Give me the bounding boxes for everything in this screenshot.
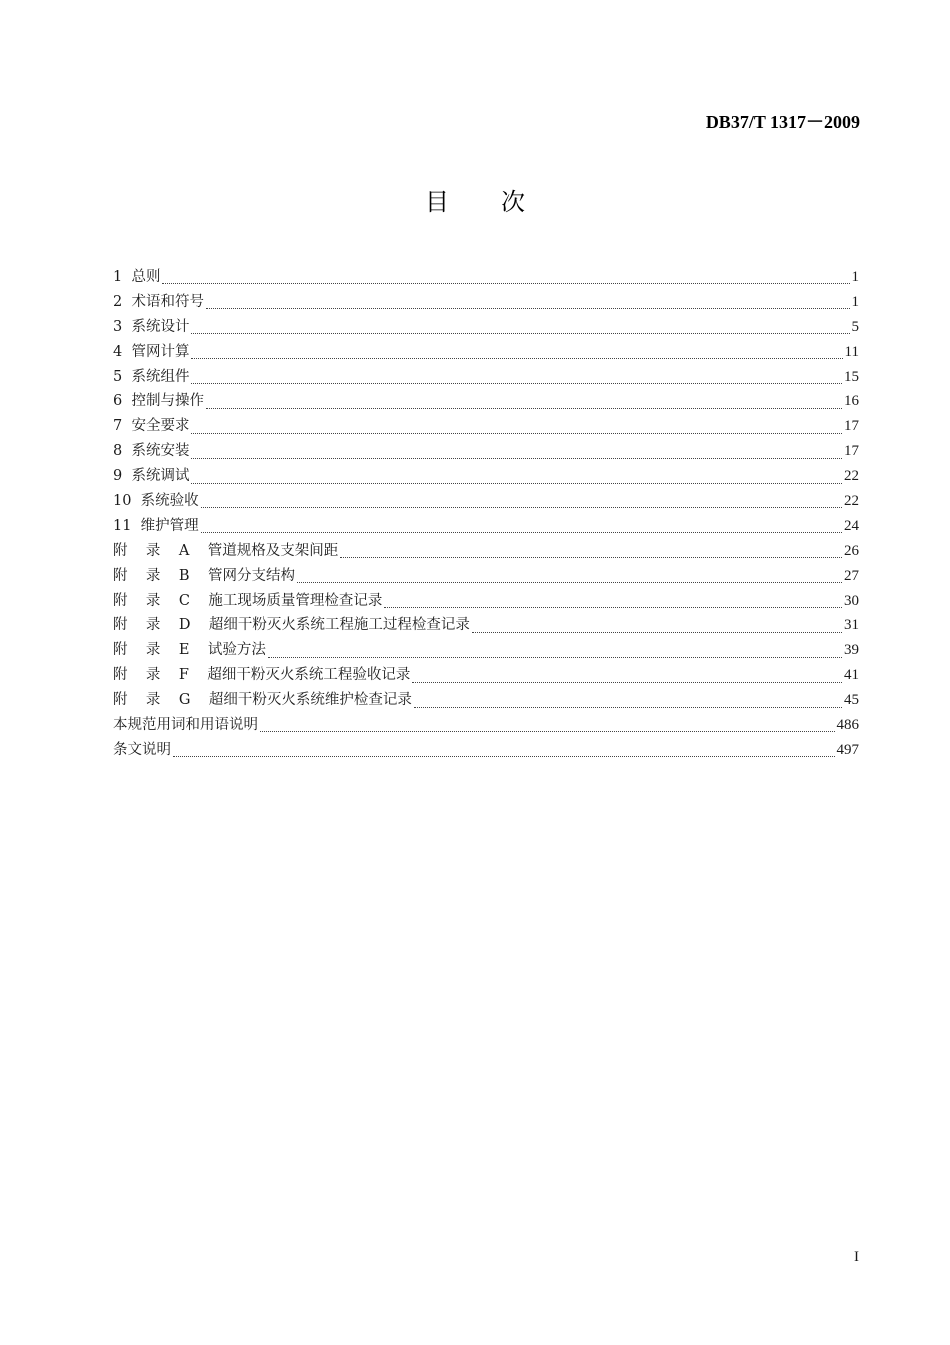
toc-entry[interactable] [113,414,859,439]
toc-entry[interactable] [113,688,859,713]
table-of-contents [113,265,859,763]
toc-dot-leader [201,531,842,533]
toc-dot-leader [191,482,842,484]
toc-entry[interactable] [113,514,859,539]
page-number: I [854,1249,859,1265]
toc-entry-page: 27 [844,567,859,584]
toc-entry-page: 39 [844,642,859,659]
toc-dot-leader [297,581,842,583]
toc-entry-label: 附 录 C 施工现场质量管理检查记录 [113,592,383,609]
toc-entry[interactable] [113,389,859,414]
toc-entry-page: 16 [844,393,859,410]
toc-entry-label: 5 系统组件 [113,368,190,385]
toc-dot-leader [260,730,835,732]
toc-entry-page: 17 [844,418,859,435]
toc-entry-label: 6 控制与操作 [113,393,204,410]
toc-entry[interactable] [113,265,859,290]
toc-entry[interactable] [113,315,859,340]
toc-dot-leader [162,282,849,284]
toc-dot-leader [268,656,842,658]
toc-entry-label: 9 系统调试 [113,468,190,485]
toc-entry-page: 497 [836,741,859,758]
toc-dot-leader [384,606,842,608]
toc-dot-leader [206,407,842,409]
toc-dot-leader [173,755,835,757]
toc-entry-page: 22 [844,493,859,510]
toc-entry-label: 11 维护管理 [113,517,199,534]
toc-entry[interactable] [113,539,859,564]
toc-entry-page: 22 [844,468,859,485]
toc-entry-label: 附 录 A 管道规格及支架间距 [113,542,339,559]
toc-dot-leader [412,681,842,683]
toc-dot-leader [191,382,842,384]
toc-dot-leader [191,432,842,434]
toc-entry-page: 31 [844,617,859,634]
toc-entry[interactable] [113,340,859,365]
toc-entry-page: 45 [844,692,859,709]
toc-entry-page: 5 [851,318,859,335]
toc-dot-leader [206,307,850,309]
toc-entry[interactable] [113,613,859,638]
toc-dot-leader [472,631,842,633]
toc-entry-label: 8 系统安装 [113,443,190,460]
toc-entry[interactable] [113,489,859,514]
toc-entry[interactable] [113,713,859,738]
toc-entry[interactable] [113,663,859,688]
toc-entry-page: 486 [836,717,859,734]
toc-entry-page: 26 [844,542,859,559]
toc-entry-page: 24 [844,517,859,534]
toc-entry-page: 1 [851,269,859,285]
toc-dot-leader [191,357,842,359]
toc-entry-label: 10 系统验收 [113,493,199,510]
toc-entry-label: 3 系统设计 [113,318,190,335]
toc-entry[interactable] [113,464,859,489]
toc-entry[interactable] [113,738,859,763]
toc-entry-page: 15 [844,368,859,385]
toc-entry[interactable] [113,564,859,589]
toc-dot-leader [340,556,842,558]
toc-entry-label: 1 总则 [113,269,161,285]
toc-entry-label: 本规范用词和用语说明 [113,717,258,734]
toc-entry-label: 条文说明 [113,741,171,758]
toc-dot-leader [191,332,849,334]
toc-entry-label: 附 录 E 试验方法 [113,642,266,659]
toc-entry-page: 30 [844,592,859,609]
toc-entry-label: 4 管网计算 [113,343,190,360]
toc-dot-leader [414,706,842,708]
toc-dot-leader [191,457,842,459]
toc-entry-label: 附 录 G 超细干粉灭火系统维护检查记录 [113,692,412,709]
toc-entry-label: 7 安全要求 [113,418,190,435]
page-title: 目次 [425,188,577,216]
toc-entry-label: 附 录 D 超细干粉灭火系统工程施工过程检查记录 [113,617,470,634]
toc-entry[interactable] [113,589,859,614]
toc-entry[interactable] [113,290,859,315]
toc-dot-leader [201,506,842,508]
toc-entry-page: 11 [844,343,859,360]
toc-entry-label: 2 术语和符号 [113,293,204,310]
toc-entry[interactable] [113,365,859,390]
toc-entry-label: 附 录 B 管网分支结构 [113,567,295,584]
document-code: DB37/T 1317－2009 [705,112,860,132]
toc-entry[interactable] [113,638,859,663]
toc-entry[interactable] [113,439,859,464]
toc-entry-page: 41 [844,667,859,684]
toc-entry-page: 17 [844,443,859,460]
toc-entry-page: 1 [851,293,859,310]
toc-entry-label: 附 录 F 超细干粉灭火系统工程验收记录 [113,667,411,684]
